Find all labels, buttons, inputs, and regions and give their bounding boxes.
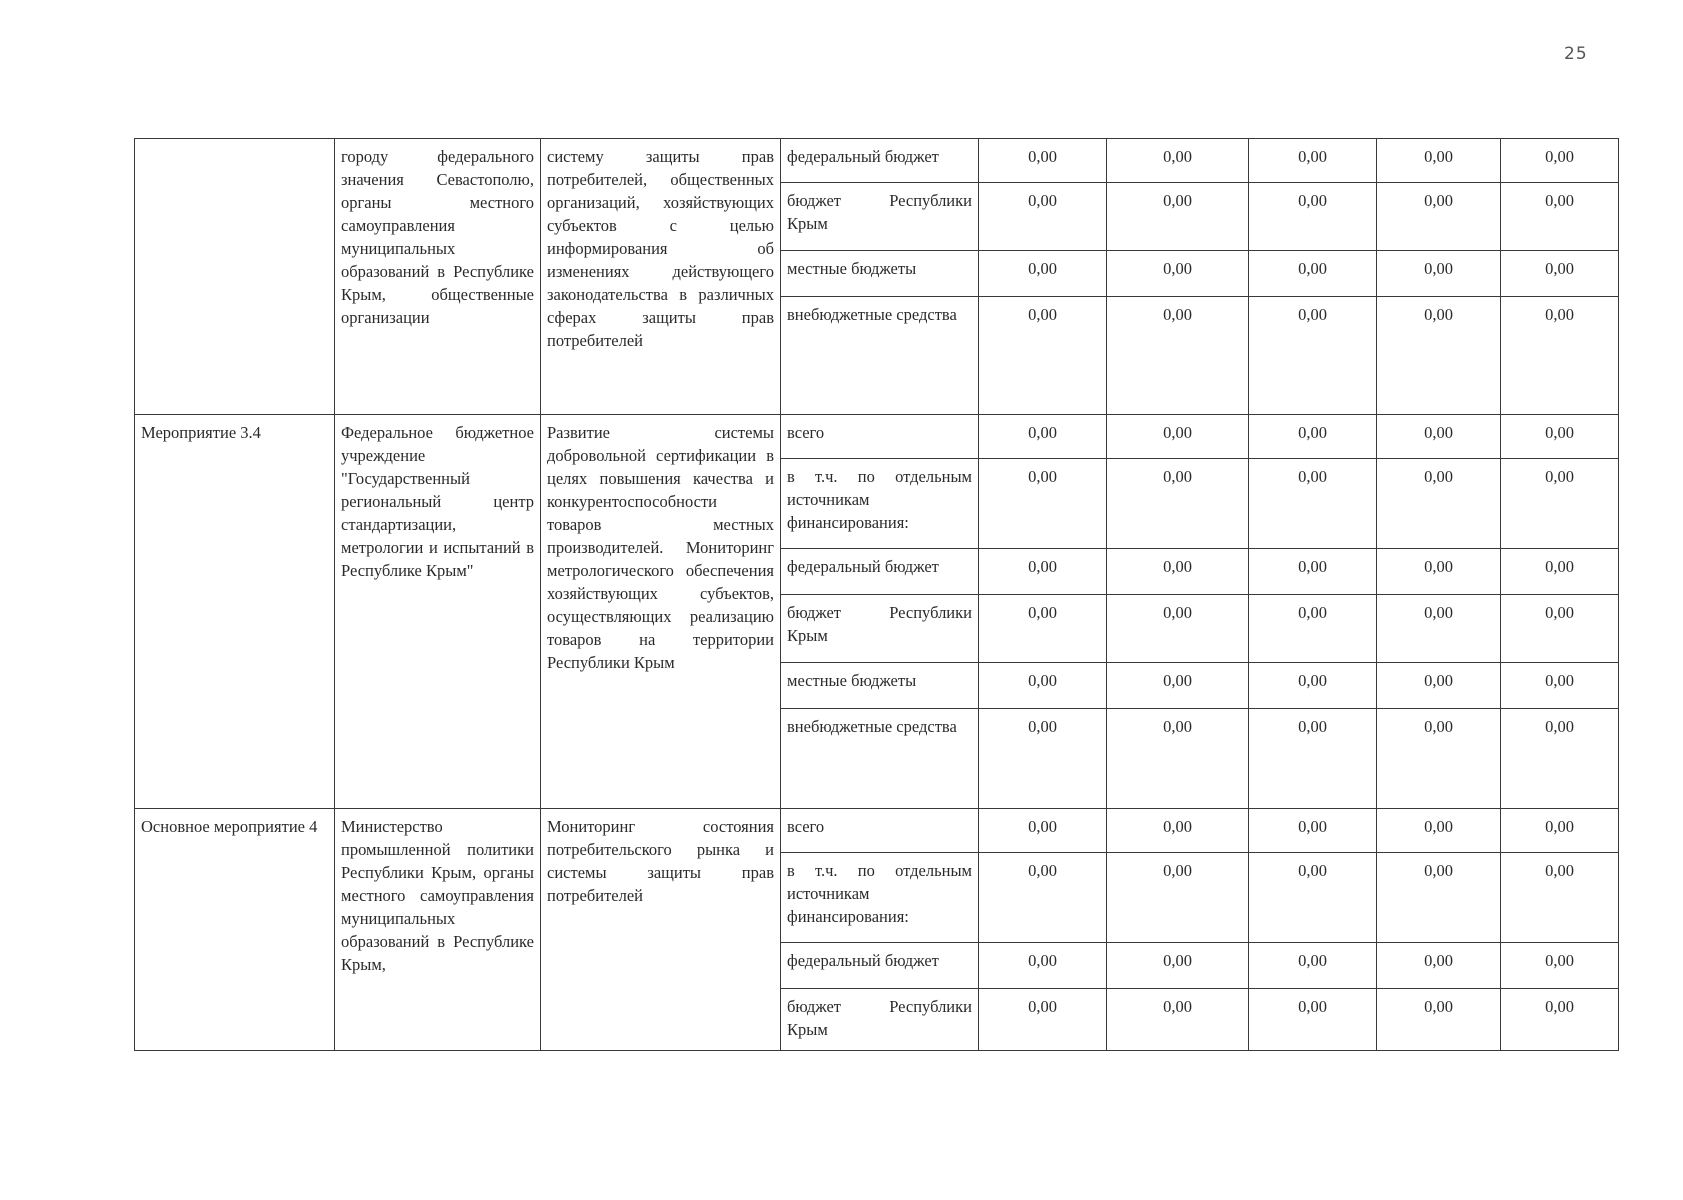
table-body [135, 139, 1619, 1051]
activity-cell-text: Основное мероприятие 4 [141, 817, 318, 836]
amount-cell: 0,00 [979, 595, 1107, 663]
amount-cell: 0,00 [1249, 595, 1377, 663]
amount-cell: 0,00 [1501, 251, 1619, 297]
funding-source-cell: всего [781, 415, 979, 459]
table-row [135, 139, 1619, 183]
executor-cell-text: Министерство промышленной политики Республики Крым, органы местного самоуправления муниципальных образований в Республике Крым, [341, 817, 534, 974]
amount-cell: 0,00 [1107, 549, 1249, 595]
amount-cell: 0,00 [1501, 809, 1619, 853]
amount-cell: 0,00 [1107, 251, 1249, 297]
amount-cell: 0,00 [1377, 989, 1501, 1051]
funding-source-cell: федеральный бюджет [781, 139, 979, 183]
amount-cell: 0,00 [1107, 139, 1249, 183]
amount-cell: 0,00 [1249, 459, 1377, 549]
amount-cell: 0,00 [979, 853, 1107, 943]
amount-cell: 0,00 [1377, 943, 1501, 989]
funding-source-cell: федеральный бюджет [781, 549, 979, 595]
description-cell-text: Мониторинг состояния потребительского рынка и системы защиты прав потребителей [547, 817, 774, 905]
description-cell [541, 415, 781, 809]
amount-cell: 0,00 [1107, 663, 1249, 709]
amount-cell: 0,00 [1377, 183, 1501, 251]
amount-cell: 0,00 [1249, 183, 1377, 251]
amount-cell: 0,00 [979, 183, 1107, 251]
amount-cell: 0,00 [1249, 943, 1377, 989]
description-cell [541, 139, 781, 415]
activity-cell [135, 809, 335, 1051]
amount-cell: 0,00 [1249, 549, 1377, 595]
amount-cell: 0,00 [1501, 297, 1619, 415]
amount-cell: 0,00 [1377, 459, 1501, 549]
budget-table [134, 138, 1619, 1051]
amount-cell: 0,00 [1107, 809, 1249, 853]
amount-cell: 0,00 [1377, 663, 1501, 709]
funding-source-cell: федеральный бюджет [781, 943, 979, 989]
activity-cell [135, 415, 335, 809]
funding-source-cell: бюджет Республики Крым [781, 595, 979, 663]
funding-source-cell: местные бюджеты [781, 251, 979, 297]
amount-cell: 0,00 [1501, 989, 1619, 1051]
amount-cell: 0,00 [979, 297, 1107, 415]
funding-source-cell: внебюджетные средства [781, 709, 979, 809]
description-cell [541, 809, 781, 1051]
executor-cell [335, 809, 541, 1051]
amount-cell: 0,00 [1501, 183, 1619, 251]
amount-cell: 0,00 [1107, 989, 1249, 1051]
amount-cell: 0,00 [979, 663, 1107, 709]
amount-cell: 0,00 [1249, 139, 1377, 183]
table-row [135, 809, 1619, 853]
amount-cell: 0,00 [1249, 989, 1377, 1051]
amount-cell: 0,00 [1107, 297, 1249, 415]
amount-cell: 0,00 [979, 251, 1107, 297]
amount-cell: 0,00 [1107, 459, 1249, 549]
description-cell-text: систему защиты прав потребителей, общественных организаций, хозяйствующих субъектов с целью информирования об изменениях действующего законодательства в различных сферах защиты прав потребителей [547, 147, 774, 350]
funding-source-cell: местные бюджеты [781, 663, 979, 709]
amount-cell: 0,00 [1107, 853, 1249, 943]
activity-cell-text: Мероприятие 3.4 [141, 423, 261, 442]
amount-cell: 0,00 [1377, 251, 1501, 297]
amount-cell: 0,00 [1107, 595, 1249, 663]
amount-cell: 0,00 [1107, 943, 1249, 989]
executor-cell [335, 415, 541, 809]
amount-cell: 0,00 [979, 809, 1107, 853]
amount-cell: 0,00 [1377, 297, 1501, 415]
amount-cell: 0,00 [1249, 415, 1377, 459]
amount-cell: 0,00 [1377, 853, 1501, 943]
amount-cell: 0,00 [979, 459, 1107, 549]
amount-cell: 0,00 [1377, 595, 1501, 663]
amount-cell: 0,00 [979, 989, 1107, 1051]
amount-cell: 0,00 [1501, 549, 1619, 595]
description-cell-text: Развитие системы добровольной сертификации в целях повышения качества и конкурентоспособности товаров местных производителей. Мониторинг метрологического обеспечения хозяйствующих субъектов, осуществляющих реализацию товаров на территории Республики Крым [547, 423, 774, 672]
funding-source-cell: бюджет Республики Крым [781, 183, 979, 251]
funding-source-cell: в т.ч. по отдельным источникам финансирования: [781, 459, 979, 549]
amount-cell: 0,00 [1501, 459, 1619, 549]
amount-cell: 0,00 [979, 415, 1107, 459]
amount-cell: 0,00 [1501, 663, 1619, 709]
amount-cell: 0,00 [1249, 809, 1377, 853]
funding-source-cell: бюджет Республики Крым [781, 989, 979, 1051]
amount-cell: 0,00 [1377, 549, 1501, 595]
amount-cell: 0,00 [1501, 853, 1619, 943]
amount-cell: 0,00 [1377, 415, 1501, 459]
amount-cell: 0,00 [979, 139, 1107, 183]
amount-cell: 0,00 [1501, 595, 1619, 663]
amount-cell: 0,00 [1249, 709, 1377, 809]
funding-source-cell: в т.ч. по отдельным источникам финансирования: [781, 853, 979, 943]
amount-cell: 0,00 [1501, 415, 1619, 459]
amount-cell: 0,00 [1501, 709, 1619, 809]
amount-cell: 0,00 [1107, 183, 1249, 251]
amount-cell: 0,00 [1249, 251, 1377, 297]
amount-cell: 0,00 [1501, 943, 1619, 989]
amount-cell: 0,00 [979, 549, 1107, 595]
amount-cell: 0,00 [1501, 139, 1619, 183]
executor-cell [335, 139, 541, 415]
amount-cell: 0,00 [1107, 415, 1249, 459]
amount-cell: 0,00 [979, 709, 1107, 809]
amount-cell: 0,00 [1107, 709, 1249, 809]
executor-cell-text: городу федерального значения Севастополю, органы местного самоуправления муниципальных образований в Республике Крым, общественные организации [341, 147, 534, 327]
executor-cell-text: Федеральное бюджетное учреждение "Государственный региональный центр стандартизации, метрологии и испытаний в Республике Крым" [341, 423, 534, 580]
amount-cell: 0,00 [979, 943, 1107, 989]
amount-cell: 0,00 [1249, 663, 1377, 709]
funding-source-cell: внебюджетные средства [781, 297, 979, 415]
amount-cell: 0,00 [1377, 139, 1501, 183]
page-number: 25 [1564, 44, 1588, 64]
amount-cell: 0,00 [1249, 297, 1377, 415]
amount-cell: 0,00 [1377, 709, 1501, 809]
activity-cell [135, 139, 335, 415]
table-row [135, 415, 1619, 459]
funding-source-cell: всего [781, 809, 979, 853]
amount-cell: 0,00 [1377, 809, 1501, 853]
amount-cell: 0,00 [1249, 853, 1377, 943]
